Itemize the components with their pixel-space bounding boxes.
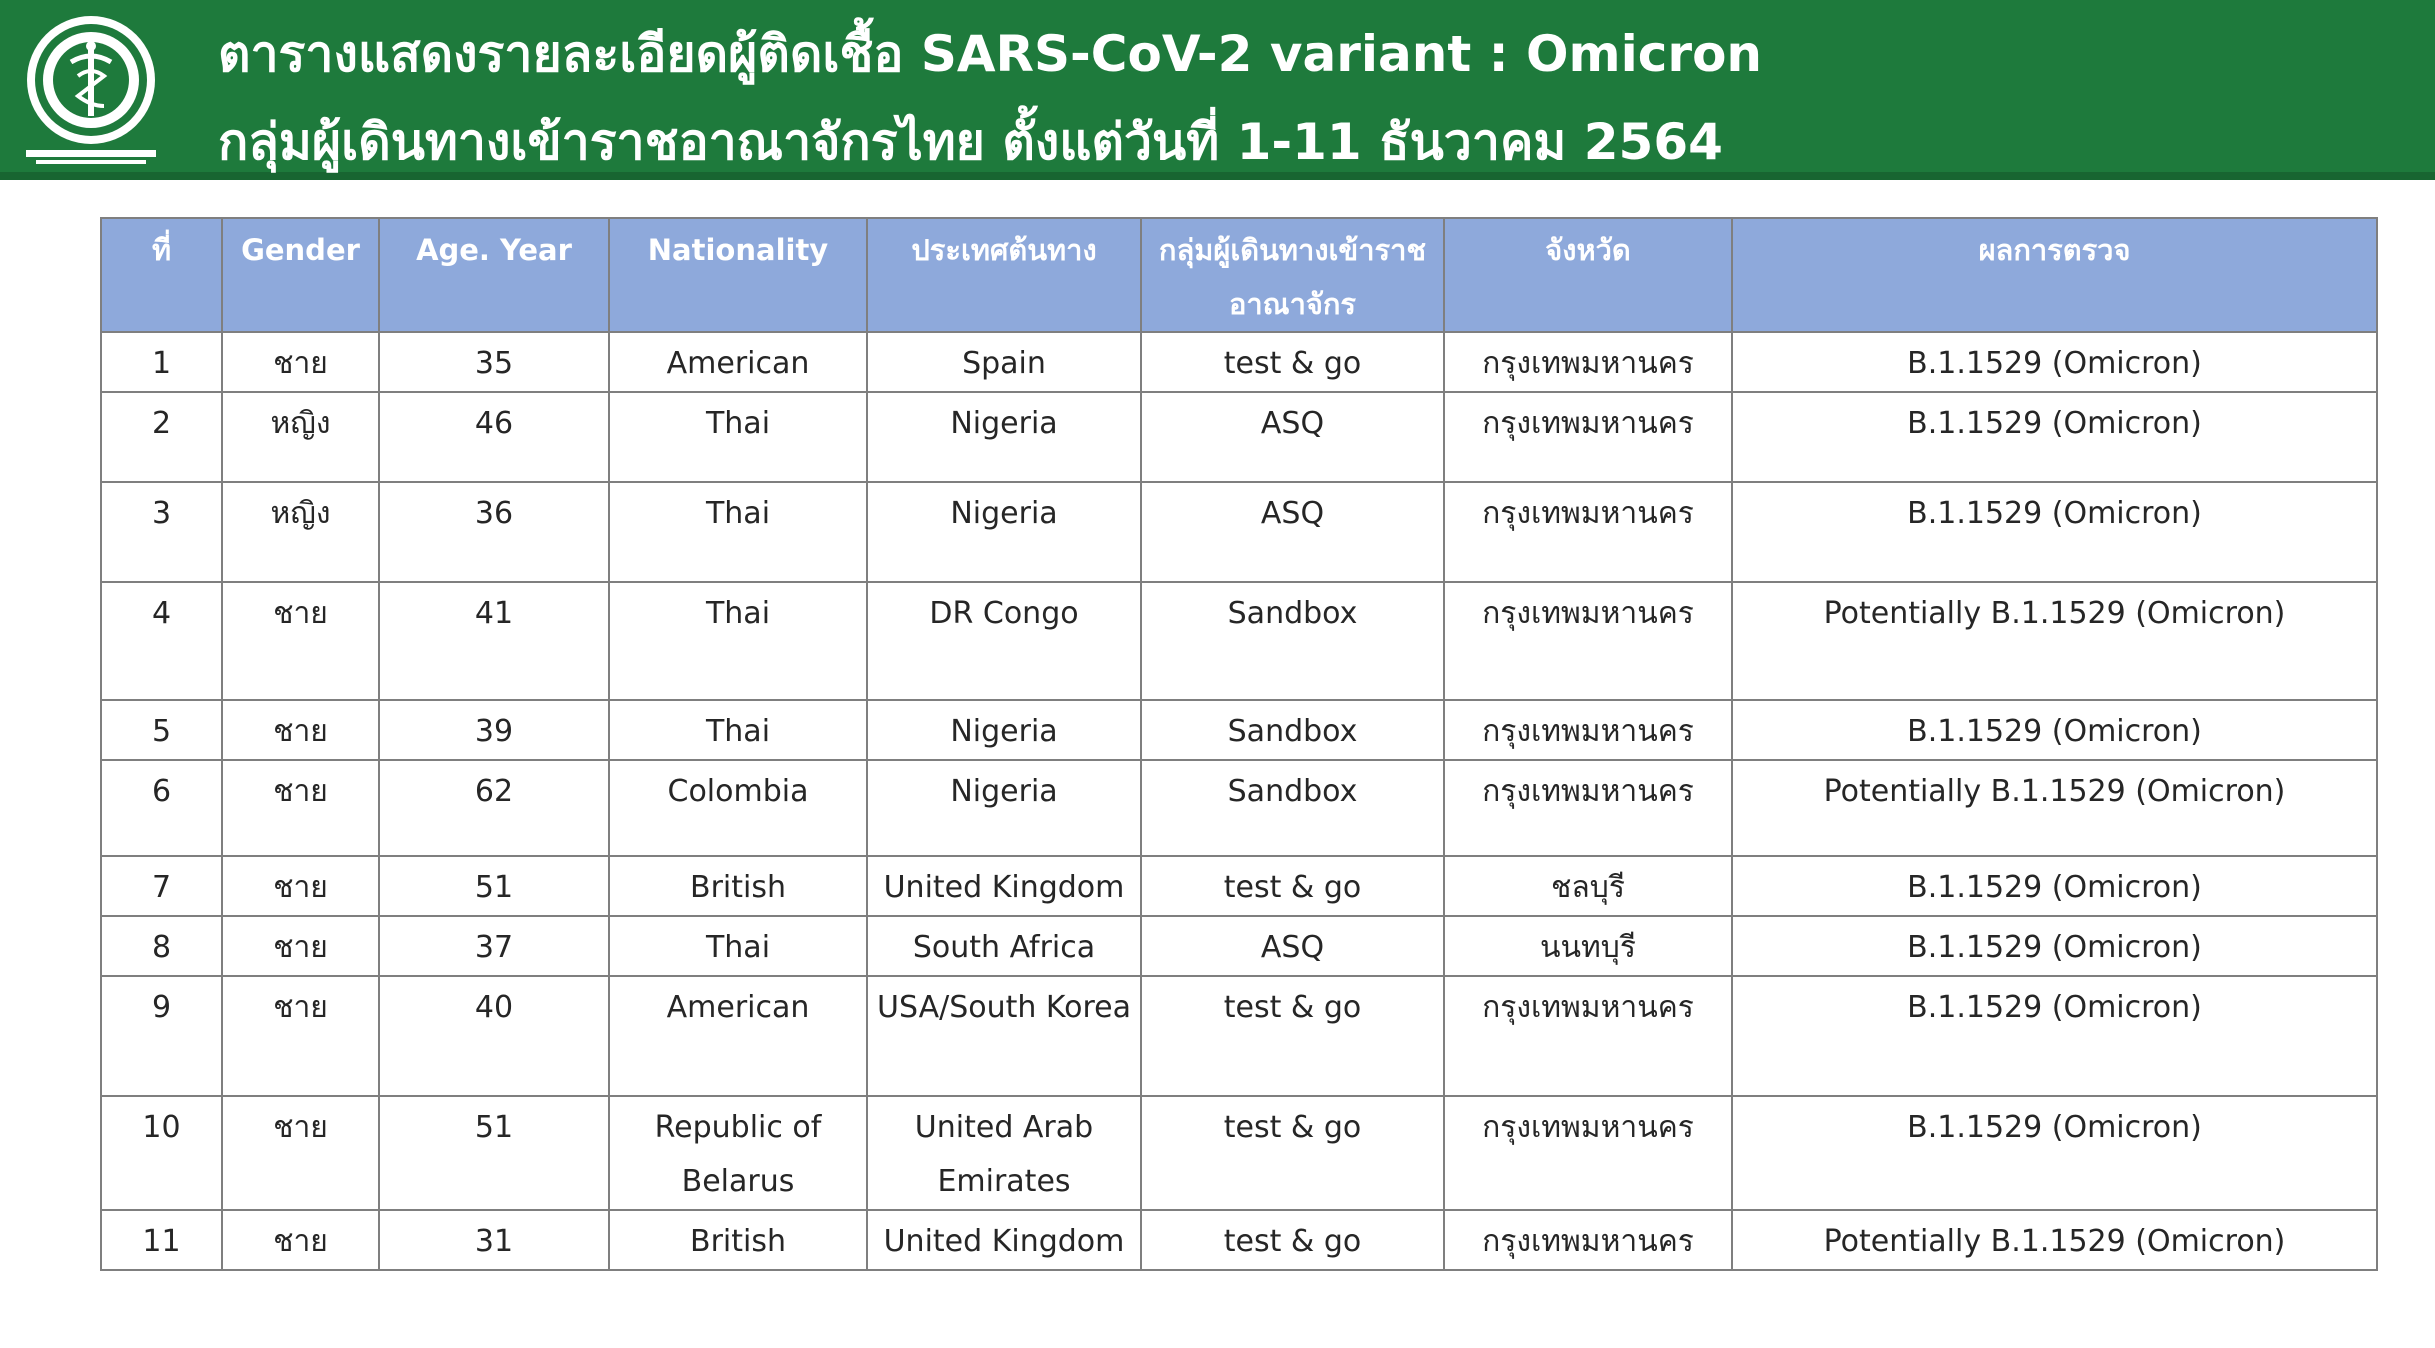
column-header-province: จังหวัด xyxy=(1444,218,1732,332)
cell-age: 36 xyxy=(379,482,609,582)
cell-entry-group: test & go xyxy=(1141,332,1444,392)
cell-no: 4 xyxy=(101,582,222,700)
cell-no: 1 xyxy=(101,332,222,392)
cell-entry-group: ASQ xyxy=(1141,916,1444,976)
cell-test-result: B.1.1529 (Omicron) xyxy=(1732,1096,2377,1210)
cell-origin-country: DR Congo xyxy=(867,582,1141,700)
cell-province: กรุงเทพมหานคร xyxy=(1444,700,1732,760)
cell-no: 9 xyxy=(101,976,222,1096)
cell-entry-group: test & go xyxy=(1141,976,1444,1096)
cell-nationality: Thai xyxy=(609,916,867,976)
cell-no: 3 xyxy=(101,482,222,582)
table-row xyxy=(101,332,2377,392)
cell-origin-country: Nigeria xyxy=(867,482,1141,582)
cell-origin-country: United Kingdom xyxy=(867,856,1141,916)
cell-gender: ชาย xyxy=(222,1096,379,1210)
cell-nationality: Thai xyxy=(609,392,867,482)
column-header-origin-country: ประเทศต้นทาง xyxy=(867,218,1141,332)
cell-gender: ชาย xyxy=(222,700,379,760)
cell-no: 2 xyxy=(101,392,222,482)
cell-gender: ชาย xyxy=(222,760,379,856)
cell-age: 40 xyxy=(379,976,609,1096)
cell-age: 35 xyxy=(379,332,609,392)
cell-origin-country: Nigeria xyxy=(867,760,1141,856)
cell-gender: หญิง xyxy=(222,392,379,482)
table-row xyxy=(101,700,2377,760)
cell-age: 39 xyxy=(379,700,609,760)
cell-province: กรุงเทพมหานคร xyxy=(1444,976,1732,1096)
cell-test-result: B.1.1529 (Omicron) xyxy=(1732,392,2377,482)
cell-province: กรุงเทพมหานคร xyxy=(1444,582,1732,700)
table-header-row xyxy=(101,218,2377,332)
cell-origin-country: United Arab Emirates xyxy=(867,1096,1141,1210)
cell-gender: ชาย xyxy=(222,332,379,392)
cell-test-result: B.1.1529 (Omicron) xyxy=(1732,700,2377,760)
cell-age: 62 xyxy=(379,760,609,856)
column-header-no: ที่ xyxy=(101,218,222,332)
cell-nationality: Thai xyxy=(609,582,867,700)
cell-nationality: Thai xyxy=(609,700,867,760)
cell-test-result: B.1.1529 (Omicron) xyxy=(1732,916,2377,976)
cell-gender: ชาย xyxy=(222,976,379,1096)
cell-entry-group: Sandbox xyxy=(1141,582,1444,700)
cell-entry-group: test & go xyxy=(1141,1096,1444,1210)
cell-no: 6 xyxy=(101,760,222,856)
cell-age: 31 xyxy=(379,1210,609,1270)
cell-origin-country: Nigeria xyxy=(867,700,1141,760)
cell-entry-group: test & go xyxy=(1141,856,1444,916)
cell-nationality: Colombia xyxy=(609,760,867,856)
cell-province: ชลบุรี xyxy=(1444,856,1732,916)
cell-age: 51 xyxy=(379,1096,609,1210)
table-row xyxy=(101,582,2377,700)
cell-test-result: B.1.1529 (Omicron) xyxy=(1732,856,2377,916)
cell-province: กรุงเทพมหานคร xyxy=(1444,332,1732,392)
cell-province: กรุงเทพมหานคร xyxy=(1444,760,1732,856)
cases-table xyxy=(100,217,2378,1271)
cell-origin-country: United Kingdom xyxy=(867,1210,1141,1270)
cell-nationality: British xyxy=(609,856,867,916)
cell-province: กรุงเทพมหานคร xyxy=(1444,392,1732,482)
cell-origin-country: USA/South Korea xyxy=(867,976,1141,1096)
cell-test-result: Potentially B.1.1529 (Omicron) xyxy=(1732,582,2377,700)
cell-entry-group: ASQ xyxy=(1141,482,1444,582)
cell-nationality: American xyxy=(609,332,867,392)
cell-age: 37 xyxy=(379,916,609,976)
table-row xyxy=(101,482,2377,582)
cell-gender: ชาย xyxy=(222,916,379,976)
title-line-1: ตารางแสดงรายละเอียดผู้ติดเชื้อ SARS-CoV-2 variant : Omicron xyxy=(218,25,1763,83)
cell-no: 11 xyxy=(101,1210,222,1270)
table-row xyxy=(101,1096,2377,1210)
cell-test-result: B.1.1529 (Omicron) xyxy=(1732,976,2377,1096)
cell-age: 41 xyxy=(379,582,609,700)
cell-entry-group: Sandbox xyxy=(1141,700,1444,760)
cell-age: 51 xyxy=(379,856,609,916)
cell-entry-group: Sandbox xyxy=(1141,760,1444,856)
cases-table-container xyxy=(100,217,2376,1271)
cell-province: กรุงเทพมหานคร xyxy=(1444,1210,1732,1270)
cell-gender: ชาย xyxy=(222,582,379,700)
column-header-test-result: ผลการตรวจ xyxy=(1732,218,2377,332)
cell-province: นนทบุรี xyxy=(1444,916,1732,976)
cell-no: 5 xyxy=(101,700,222,760)
column-header-gender: Gender xyxy=(222,218,379,332)
cell-test-result: Potentially B.1.1529 (Omicron) xyxy=(1732,760,2377,856)
cell-no: 8 xyxy=(101,916,222,976)
cell-gender: ชาย xyxy=(222,856,379,916)
cell-nationality: Republic of Belarus xyxy=(609,1096,867,1210)
table-row xyxy=(101,916,2377,976)
cell-no: 7 xyxy=(101,856,222,916)
cell-age: 46 xyxy=(379,392,609,482)
table-row xyxy=(101,392,2377,482)
title-line-2: กลุ่มผู้เดินทางเข้าราชอาณาจักรไทย ตั้งแต่วันที่ 1-11 ธันวาคม 2564 xyxy=(218,113,1723,171)
table-row xyxy=(101,976,2377,1096)
cell-entry-group: test & go xyxy=(1141,1210,1444,1270)
page-title xyxy=(218,10,2398,186)
ministry-seal-icon xyxy=(16,10,166,168)
table-row xyxy=(101,760,2377,856)
cell-origin-country: Spain xyxy=(867,332,1141,392)
cell-no: 10 xyxy=(101,1096,222,1210)
cell-origin-country: Nigeria xyxy=(867,392,1141,482)
cell-gender: ชาย xyxy=(222,1210,379,1270)
cell-nationality: British xyxy=(609,1210,867,1270)
column-header-entry-group: กลุ่มผู้เดินทางเข้าราชอาณาจักร xyxy=(1141,218,1444,332)
cell-test-result: B.1.1529 (Omicron) xyxy=(1732,482,2377,582)
cell-gender: หญิง xyxy=(222,482,379,582)
cell-nationality: Thai xyxy=(609,482,867,582)
cell-test-result: Potentially B.1.1529 (Omicron) xyxy=(1732,1210,2377,1270)
table-row xyxy=(101,1210,2377,1270)
cell-nationality: American xyxy=(609,976,867,1096)
table-row xyxy=(101,856,2377,916)
cell-province: กรุงเทพมหานคร xyxy=(1444,1096,1732,1210)
cell-test-result: B.1.1529 (Omicron) xyxy=(1732,332,2377,392)
cell-origin-country: South Africa xyxy=(867,916,1141,976)
column-header-age: Age. Year xyxy=(379,218,609,332)
column-header-nationality: Nationality xyxy=(609,218,867,332)
cell-entry-group: ASQ xyxy=(1141,392,1444,482)
cell-province: กรุงเทพมหานคร xyxy=(1444,482,1732,582)
